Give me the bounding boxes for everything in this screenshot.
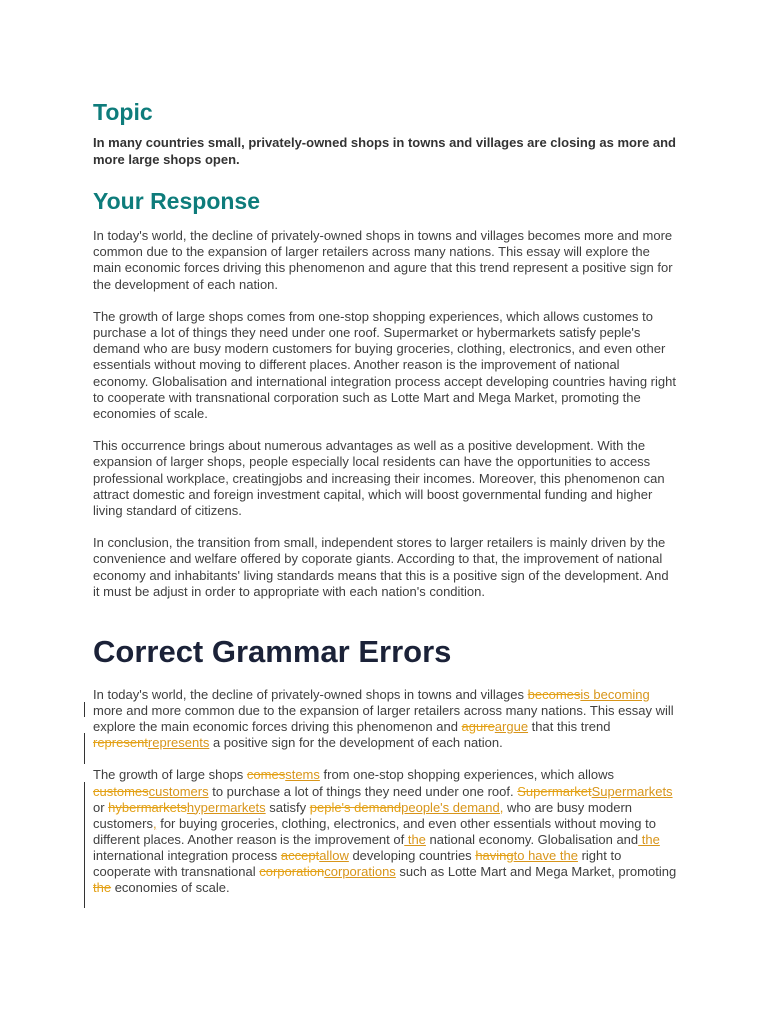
response-body (93, 228, 678, 600)
inserted-text: represents (147, 735, 210, 751)
deleted-text: agure (461, 719, 495, 735)
body-text: from one-stop shopping experiences, which allows (319, 767, 614, 783)
body-text: In today's world, the decline of privately-owned shops in towns and villages (93, 687, 528, 703)
body-text: economies of scale. (111, 880, 230, 896)
body-text: satisfy (265, 799, 310, 815)
response-paragraph: The growth of large shops comes from one-stop shopping experiences, which allows customes to purchase a lot of things they need under one roof. Supermarket or hybermarkets satisfy peple's demand who are busy modern customers for buying groceries, clothing, electronics, and even other essentials without moving to different places. Another reason is the improvement of national economy. Globalisation and international integration process accept developing countries having right to cooperate with transnational corporation such as Lotte Mart and Mega Market, promoting the economies of scale. (93, 308, 676, 422)
deleted-text: the (93, 880, 112, 896)
deleted-text: corporation (259, 864, 325, 879)
grammar-heading: Correct Grammar Errors (93, 634, 452, 670)
body-text: The growth of large shops (93, 767, 247, 783)
deleted-text: represent (93, 735, 148, 751)
deleted-text: customes (93, 783, 149, 799)
inserted-text: customers (148, 783, 209, 799)
body-text: for buying groceries, clothing, electronics, and even other essentials without moving to different places. Another reason is the improvement of (93, 815, 656, 847)
deleted-text: hybermarkets (108, 799, 187, 815)
corrections-body (93, 687, 678, 896)
body-text: a positive sign for the development of each nation. (209, 735, 503, 751)
deleted-text: becomes (527, 687, 581, 703)
inserted-text: the (404, 831, 426, 847)
deleted-text: comes (246, 767, 286, 783)
inserted-text: people's demand, (401, 799, 504, 815)
inserted-text: stems (285, 767, 320, 783)
deleted-text: accept (280, 847, 320, 863)
inserted-text: allow (319, 847, 349, 863)
inserted-text: corporations (324, 864, 396, 879)
document-content (93, 96, 678, 912)
correction-paragraph (93, 767, 678, 896)
body-text: such as Lotte Mart and Mega Market, promoting (395, 864, 677, 879)
change-bar (84, 702, 85, 717)
inserted-text: Supermarkets (591, 783, 673, 799)
body-text: to purchase a lot of things they need under one roof. (208, 783, 518, 799)
response-paragraph: In conclusion, the transition from small, independent stores to larger retailers is mainly driven by the convenience and welfare offered by coporate giants. According to that, the improvement of national economy and inhabitants' living standards means that this is a positive sign of the development. And it must be adjust in order to appropriate with each nation's condition. (93, 535, 669, 599)
change-bar (84, 733, 85, 764)
correction-paragraph (93, 687, 678, 751)
inserted-text: to have the (513, 847, 578, 863)
inserted-text: is becoming (580, 687, 650, 703)
inserted-text: hypermarkets (186, 799, 266, 815)
body-text: more and more common due to the expansion of larger retailers across many nations. This essay will explore the main economic forces driving this phenomenon and (93, 703, 674, 735)
body-text: national economy. Globalisation and (425, 831, 639, 847)
body-text: who are busy modern customers (93, 799, 632, 831)
inserted-text: , (152, 815, 157, 831)
deleted-text: having (475, 847, 514, 863)
change-bar (84, 782, 85, 908)
body-text: or (93, 799, 109, 815)
response-paragraph: This occurrence brings about numerous advantages as well as a positive development. With the expansion of larger shops, people especially local residents can have the opportunities to access professional workplace, creatingjobs and increasing their incomes. Moreover, this phenomenon can attract domestic and foreign investment capital, which will boost governmental funding and higher living standard of citizens. (93, 438, 665, 519)
deleted-text: peple's demand (309, 799, 402, 815)
body-text: international integration process (93, 847, 281, 863)
inserted-text: the (638, 831, 660, 847)
topic-heading: Topic (93, 99, 153, 125)
response-paragraph: In today's world, the decline of privately-owned shops in towns and villages becomes more and more common due to the expansion of larger retailers across many nations. This essay will explore the main economic forces driving this phenomenon and agure that this trend represent a positive sign for the development of each nation. (93, 228, 673, 292)
response-heading: Your Response (93, 188, 260, 214)
deleted-text: Supermarket (517, 783, 592, 799)
body-text: right to cooperate with transnational (93, 847, 622, 879)
body-text: developing countries (348, 847, 476, 863)
body-text: that this trend (528, 719, 611, 735)
topic-statement: In many countries small, privately-owned shops in towns and villages are closing as more and more large shops open. (93, 135, 676, 167)
inserted-text: argue (494, 719, 529, 735)
